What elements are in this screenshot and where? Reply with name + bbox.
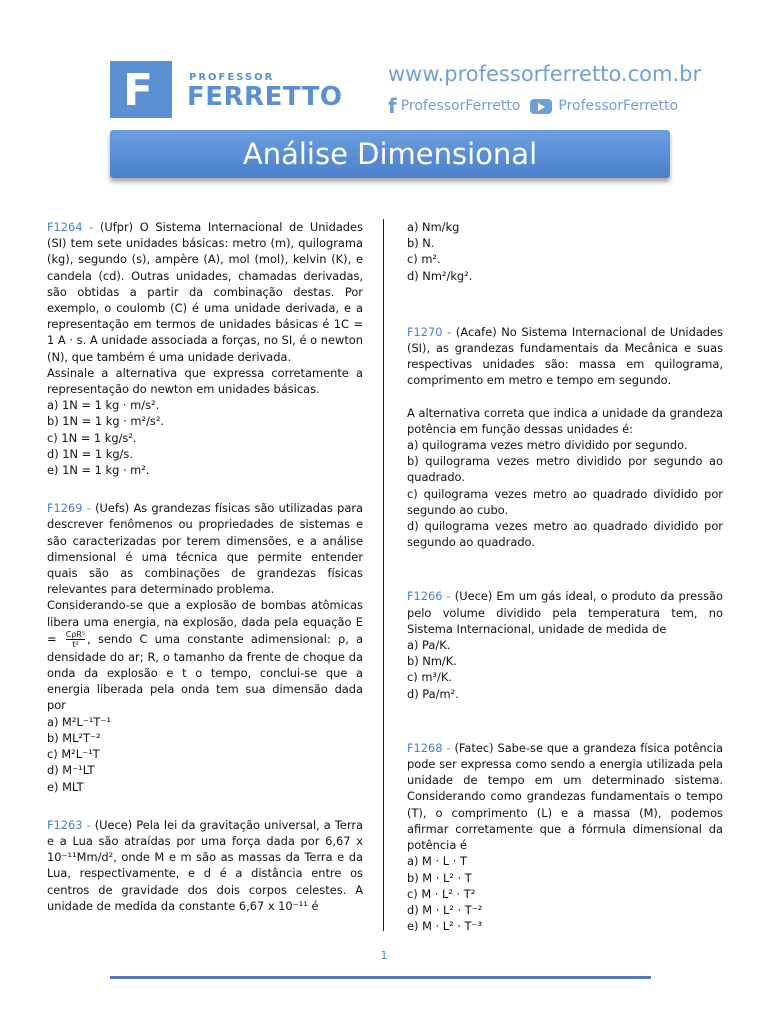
option-c: c) quilograma vezes metro ao quadrado dividido por segundo ao cubo. [407,486,723,517]
question-text: (Ufpr) O Sistema Internacional de Unidades (SI) tem sete unidades básicas: metro (m), quilograma (kg), segundo (s), ampère (A), mol (mol), kelvin (K), e candela (cd). Outras unidades, chamadas derivadas, são obtidas a partir da combinação destas. Por exemplo, o coulomb (C) é uma unidade derivada, e a representação em termos de unidades básicas é 1C = 1 A · s. A unidade associada a forças, no SI, é o newton (N), que também é uma unidade derivada. [47,220,363,364]
option-e: e) M · L² · T⁻³ [407,919,483,934]
option-e: e) 1N = 1 kg · m². [47,463,150,478]
question-text-2: Assinale a alternativa que expressa corretamente a representação do newton em unidades básicas. [47,365,363,397]
option-d: d) 1N = 1 kg/s. [47,446,133,461]
page-title: Análise Dimensional [242,137,538,171]
option-b: b) quilograma vezes metro dividido por segundo ao quadrado. [407,454,723,485]
left-column [47,219,363,930]
page-number: 1 [380,949,388,962]
question-text: (Fatec) Sabe-se que a grandeza física potência pode ser expressa como sendo a energia utilizada pela unidade de tempo em um determinado sistema. Considerando como grandezas fundamentais o tempo (T), o comprimento (L) e a massa (M), podemos afirmar corretamente que a fórmula dimensional da potência é [407,740,723,853]
facebook-icon: f [388,94,397,118]
facebook-link[interactable]: ProfessorFerretto [400,98,521,114]
question-f1268 [407,740,723,934]
option-e: e) MLT [47,779,84,794]
option-b: b) 1N = 1 kg · m²/s². [47,414,165,429]
youtube-icon [530,99,552,114]
option-d: d) quilograma vezes metro ao quadrado dividido por segundo ao quadrado. [407,519,723,550]
question-code: F1263 - [47,817,95,832]
question-text-2a: Considerando-se que a explosão de bombas atômicas libera uma energia, na explosão, dada pela equação E = [47,598,363,646]
social-links [388,94,678,118]
question-text-2b: , sendo C uma constante adimensional: ρ, a densidade do ar; R, o tamanho da frente de choque da onda da explosão e t o tempo, conclui-se que a energia liberada pela onda tem sua dimensão dada por [47,631,363,713]
option-c: c) m³/K. [407,670,452,685]
option-c: c) M · L² · T² [407,886,476,901]
option-d: d) M⁻¹LT [47,763,95,778]
option-b: b) ML²T⁻² [47,730,101,745]
fraction-numerator: CρR⁵ [65,629,86,639]
brand-small-text: PROFESSOR [189,72,275,83]
fraction-denominator: t² [72,639,79,649]
option-d: d) Nm²/kg². [407,268,473,283]
question-text: (Uece) Em um gás ideal, o produto da pressão pelo volume dividido pela temperatura tem, no Sistema Internacional, unidade de medida de [407,589,723,636]
option-a: a) M · L · T [407,854,467,869]
logo-letter: F [123,65,154,116]
option-a: a) 1N = 1 kg · m/s². [47,398,160,413]
option-c: c) m². [407,252,441,267]
question-code: F1264 - [47,220,100,234]
question-f1263 [47,817,363,914]
question-f1263-options [407,219,723,284]
brand-logo [110,61,172,118]
question-code: F1266 - [407,589,455,604]
footer-line [110,976,651,979]
option-a: a) quilograma vezes metro dividido por segundo. [407,438,688,453]
question-f1266 [407,588,723,701]
brand-name: FERRETTO [187,82,343,112]
youtube-link[interactable]: ProfessorFerretto [558,98,679,114]
option-b: b) Nm/K. [407,654,457,669]
question-code: F1270 - [407,324,456,339]
option-c: c) M²L⁻¹T [47,747,100,762]
question-f1270 [407,324,723,551]
question-text: (Uefs) As grandezas físicas são utilizadas para descrever fenômenos ou propriedades de sistemas e são caracterizadas por terem dimensões, e a análise dimensional é uma técnica que permite entender quais são as combinações de grandezas físicas relevantes para determinado problema. [47,501,363,597]
question-code: F1269 - [47,501,96,516]
option-b: b) M · L² · T [407,870,472,885]
option-d: d) Pa/m². [407,686,459,701]
question-f1269 [47,500,363,794]
question-f1264 [47,219,363,478]
option-c: c) 1N = 1 kg/s². [47,430,137,445]
column-divider [383,219,384,931]
option-d: d) M · L² · T⁻² [407,902,483,917]
option-a: a) Nm/kg [407,220,460,234]
right-column [407,219,723,950]
option-b: b) N. [407,236,435,251]
website-link[interactable]: www.professorferretto.com.br [388,62,702,86]
question-text: (Uece) Pela lei da gravitação universal, a Terra e a Lua são atraídas por uma força dada por 6,67 x 10⁻¹¹Mm/d², onde M e m são as massas da Terra e da Lua, respectivamente, e d é a distância entre os centros de gravidade dos dois corpos celestes. A unidade de medida da constante 6,67 x 10⁻¹¹ é [47,817,363,913]
question-code: F1268 - [407,740,455,755]
page-title-bar [110,130,670,178]
question-text: (Acafe) No Sistema Internacional de Unidades (SI), as grandezas fundamentais da Mecânica e suas respectivas unidades são: massa em quilograma, comprimento em metro e tempo em segundo. [407,324,723,388]
question-text-2: A alternativa correta que indica a unidade da grandeza potência em função dessas unidades é: [407,405,723,436]
option-a: a) M²L⁻¹T⁻¹ [47,714,111,729]
energy-fraction [66,630,85,649]
option-a: a) Pa/K. [407,638,451,653]
